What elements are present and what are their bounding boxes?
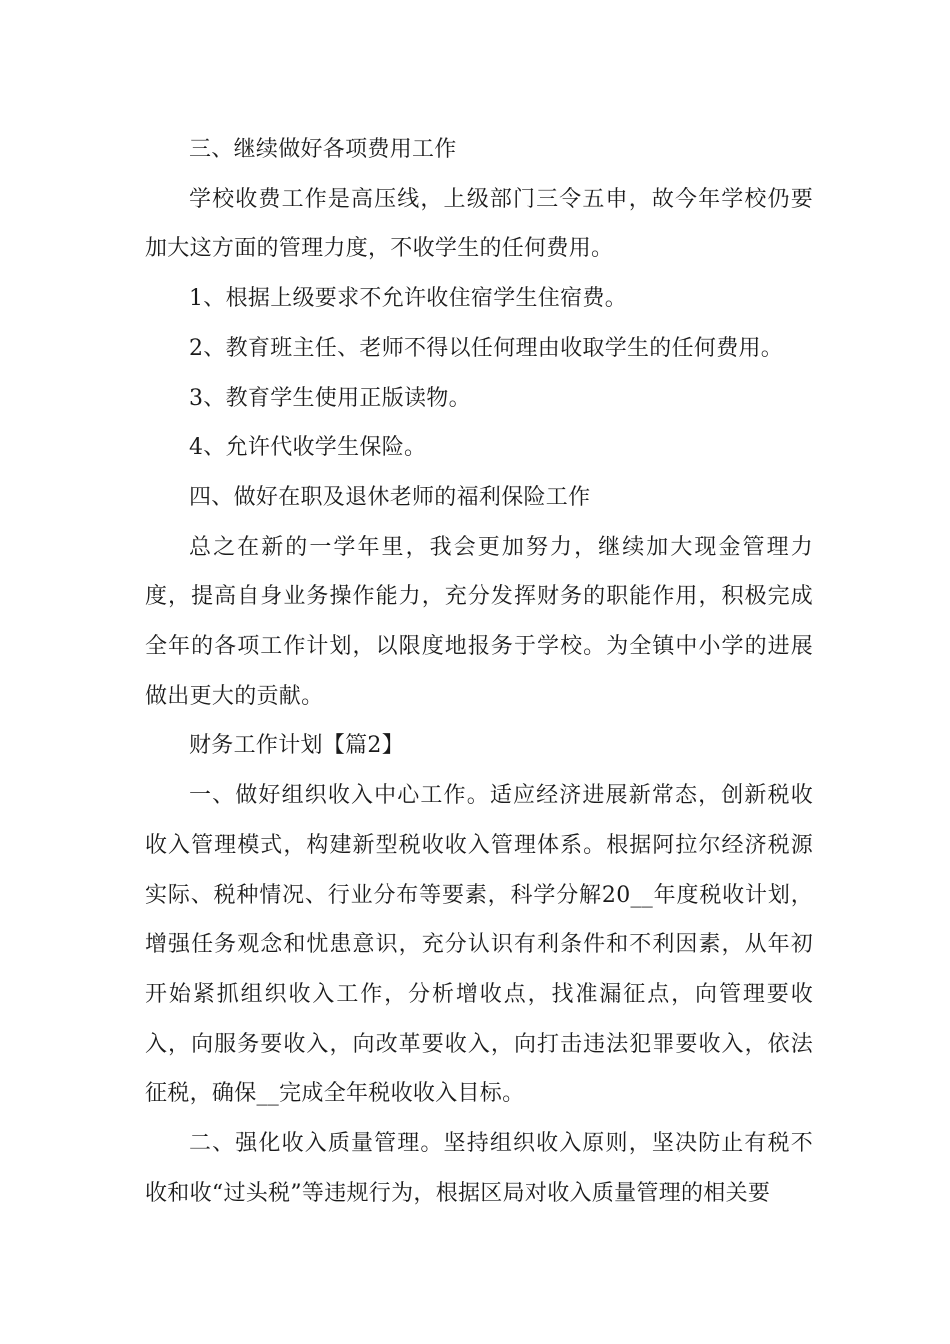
paragraph-fees-intro: 学校收费工作是高压线，上级部门三令五申，故今年学校仍要加大这方面的管理力度，不收学生的任何费用。 xyxy=(145,186,813,262)
list-item-2: 2、教育班主任、老师不得以任何理由收取学生的任何费用。 xyxy=(189,335,784,361)
list-item-1: 1、根据上级要求不允许收住宿学生住宿费。 xyxy=(189,286,627,312)
document-body xyxy=(145,125,813,1218)
paragraph-revenue-work: 一、做好组织收入中心工作。适应经济进展新常态，创新税收收入管理模式，构建新型税收收入管理体系。根据阿拉尔经济税源实际、税种情况、行业分布等要素，科学分解20__年度税收计划，增强任务观念和忧患意识，充分认识有利条件和不利因素，从年初开始紧抓组织收入工作，分析增收点，找准漏征点，向管理要收入，向服务要收入，向改革要收入，向打击违法犯罪要收入，依法征税，确保__完成全年税收收入目标。 xyxy=(145,783,813,1107)
article-title-part2: 财务工作计划【篇2】 xyxy=(189,733,404,759)
section-heading-welfare: 四、做好在职及退休老师的福利保险工作 xyxy=(189,484,591,510)
list-item-3: 3、教育学生使用正版读物。 xyxy=(189,385,471,411)
section-heading-fees: 三、继续做好各项费用工作 xyxy=(189,137,457,162)
list-item-4: 4、允许代收学生保险。 xyxy=(189,435,427,461)
paragraph-summary: 总之在新的一学年里，我会更加努力，继续加大现金管理力度，提高自身业务操作能力，充分发挥财务的职能作用，积极完成全年的各项工作计划，以限度地报务于学校。为全镇中小学的进展做出更大的贡献。 xyxy=(145,534,813,709)
paragraph-revenue-quality: 二、强化收入质量管理。坚持组织收入原则，坚决防止有税不收和收“过头税”等违规行为，根据区局对收入质量管理的相关要 xyxy=(145,1131,813,1206)
